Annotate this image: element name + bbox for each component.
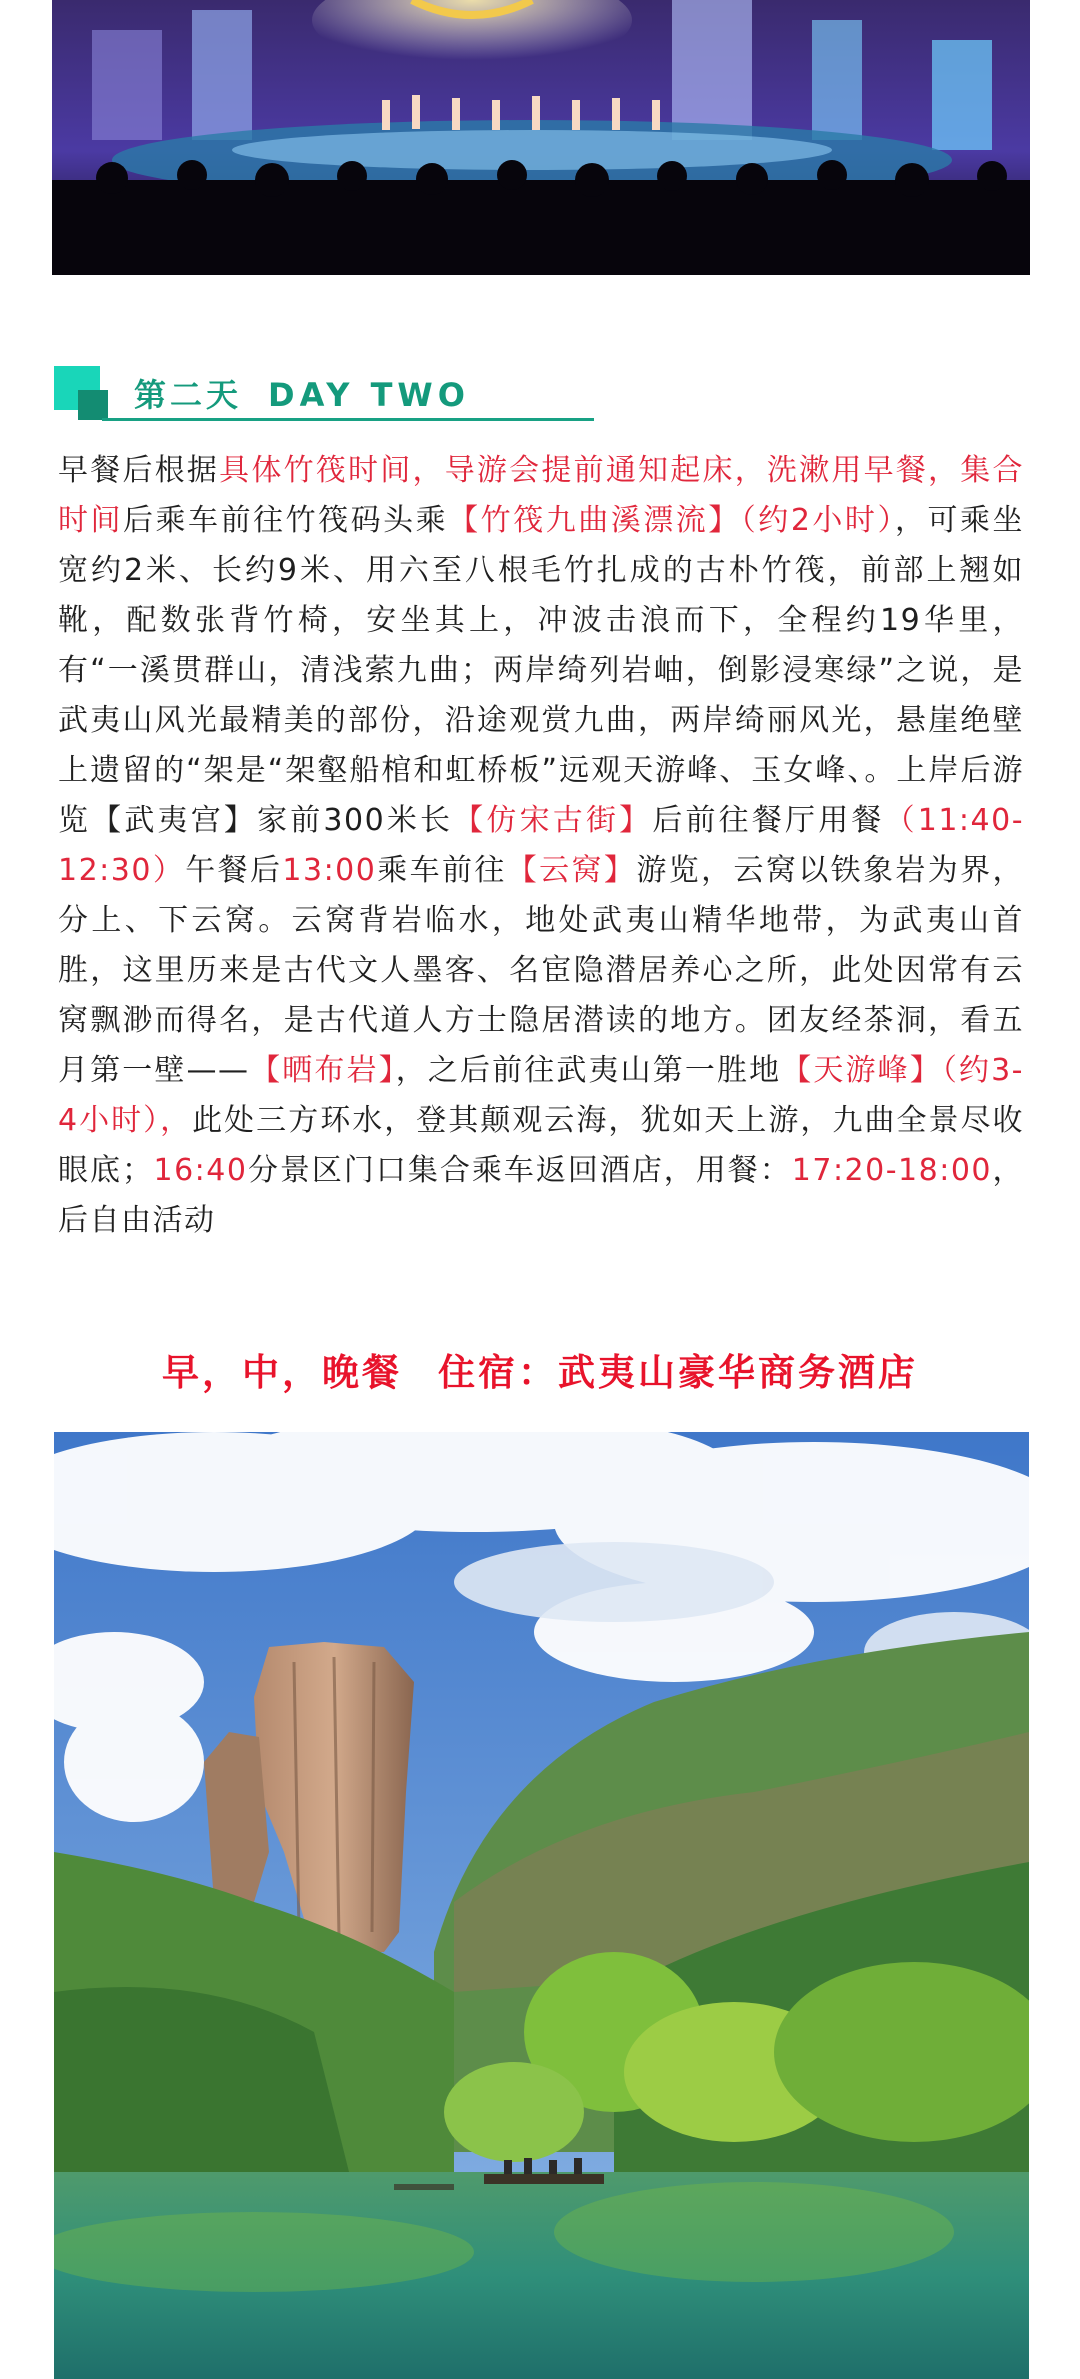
itinerary-highlight: （11:40-12:30） [58, 803, 1025, 888]
itinerary-highlight: 13:00 [282, 853, 377, 888]
itinerary-text: 后乘车前往竹筏码头乘 [123, 503, 449, 538]
itinerary-text: 乘车前往 [376, 853, 507, 888]
itinerary-text: 后前往餐厅用餐 [652, 803, 885, 838]
heading-text [134, 370, 470, 416]
day-two-heading [54, 366, 544, 424]
heading-cn: 第二天 [134, 376, 243, 414]
itinerary-highlight: 【云窝】 [506, 853, 637, 888]
itinerary-highlight: 【竹筏九曲溪漂流】（约2小时） [448, 503, 895, 538]
itinerary-highlight: 17:20-18:00 [791, 1153, 993, 1188]
itinerary-text: 此处三方环水，登其颠观云海，犹如天上游，九曲全景尽收眼底； [58, 1103, 1024, 1188]
meals-text: 早，中，晚餐 [162, 1351, 402, 1394]
itinerary-text: ，之后前往武夷山第一胜地 [395, 1053, 782, 1088]
meal-hotel-line [0, 1342, 1080, 1396]
stage-show-photo [52, 0, 1030, 275]
itinerary-text: 分景区门口集合乘车返回酒店，用餐： [247, 1153, 792, 1188]
itinerary-highlight: 【晒布岩】 [249, 1053, 396, 1088]
itinerary-text: 早餐后根据 [58, 453, 220, 488]
itinerary-highlight: 16:40 [153, 1153, 248, 1188]
heading-underline [102, 418, 594, 421]
heading-en: DAY TWO [268, 376, 470, 414]
itinerary-highlight: 【仿宋古街】 [453, 803, 653, 838]
wuyi-scenery-photo [54, 1432, 1029, 2379]
itinerary-highlight: 具体竹筏时间，导游会提前通知起床，洗漱用早餐，集合时间 [58, 453, 1025, 538]
itinerary-text: ，可乘坐宽约2米、长约9米、用六至八根毛竹扎成的古朴竹筏，前部上翘如靴，配数张背竹椅，安坐其上，冲波击浪而下，全程约19华里，有“一溪贯群山，清浅萦九曲；两岸绮列岩岫，倒影浸寒绿”之说，是武夷山风光最精美的部份，沿途观赏九曲，两岸绮丽风光，悬崖绝壁上遗留的“架是“架壑船棺和虹桥板”远观天游峰、玉女峰、。上岸后游览【武夷宫】家前300米长 [58, 503, 1025, 838]
itinerary-highlight: 【天游峰】（约3-4小时）， [58, 1053, 1025, 1138]
itinerary-text: 游览，云窝以铁象岩为界，分上、下云窝。云窝背岩临水，地处武夷山精华地带，为武夷山首胜，这里历来是古代文人墨客、名宦隐潜居养心之所，此处因常有云窝飘渺而得名，是古代道人方士隐居潜读的地方。团友经茶洞，看五月第一壁—— [58, 853, 1025, 1088]
heading-deco-square-dark [78, 390, 108, 420]
hotel-text: 住宿：武夷山豪华商务酒店 [438, 1351, 918, 1394]
itinerary-paragraph [58, 446, 1024, 1246]
itinerary-text: 午餐后 [185, 853, 283, 888]
itinerary-text: ，后自由活动 [58, 1153, 1025, 1238]
